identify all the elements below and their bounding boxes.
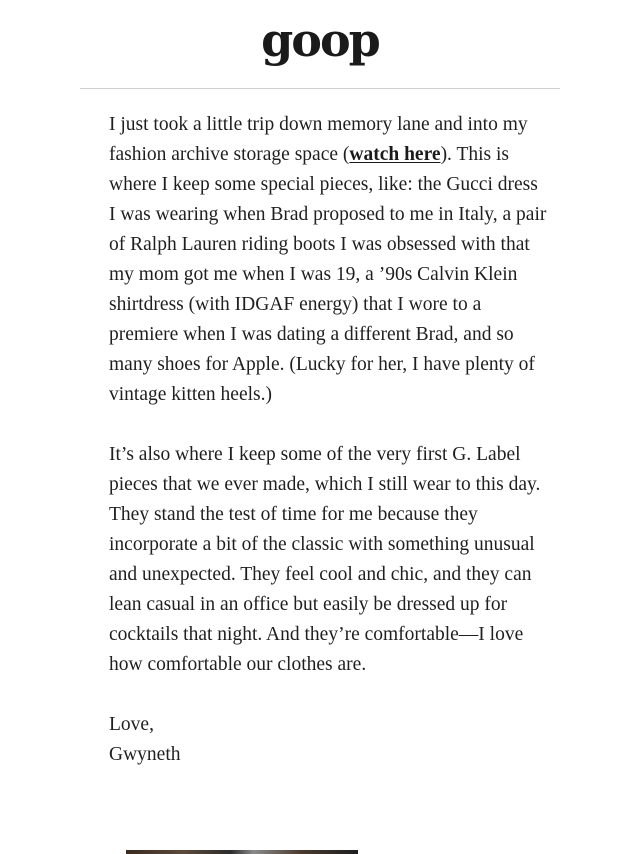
goop-logo[interactable]: goop [261,13,379,67]
closing-text: Love, [109,714,154,735]
signature-name: Gwyneth [109,744,181,765]
article-body [109,110,549,770]
paragraph-1 [109,110,549,410]
sign-off [109,710,549,770]
paragraph-1-rest: ). This is where I keep some special pieces, like: the Gucci dress I was wearing when Brad proposed to me in Italy, a pair of Ralph Lauren riding boots I was obsessed with that my mom got me when I was 19, a ’90s Calvin Klein shirtdress (with IDGAF energy) that I wore to a premiere when I was dating a different Brad, and so many shoes for Apple. (Lucky for her, I have plenty of vintage kitten heels.) [109,144,547,405]
email-header [0,0,640,88]
watch-here-link[interactable]: watch here [349,144,441,165]
paragraph-2: It’s also where I keep some of the very first G. Label pieces that we ever made, which I still wear to this day. They stand the test of time for me because they incorporate a bit of the classic with something unusual and unexpected. They feel cool and chic, and they can lean casual in an office but easily be dressed up for cocktails that night. And they’re comfortable—I love how comfortable our clothes are. [109,444,541,675]
article-image[interactable] [126,850,358,854]
paragraph-1-intro: I just took a little trip down memory lane and into my fashion archive storage space ( [109,114,528,165]
header-divider [80,88,560,89]
